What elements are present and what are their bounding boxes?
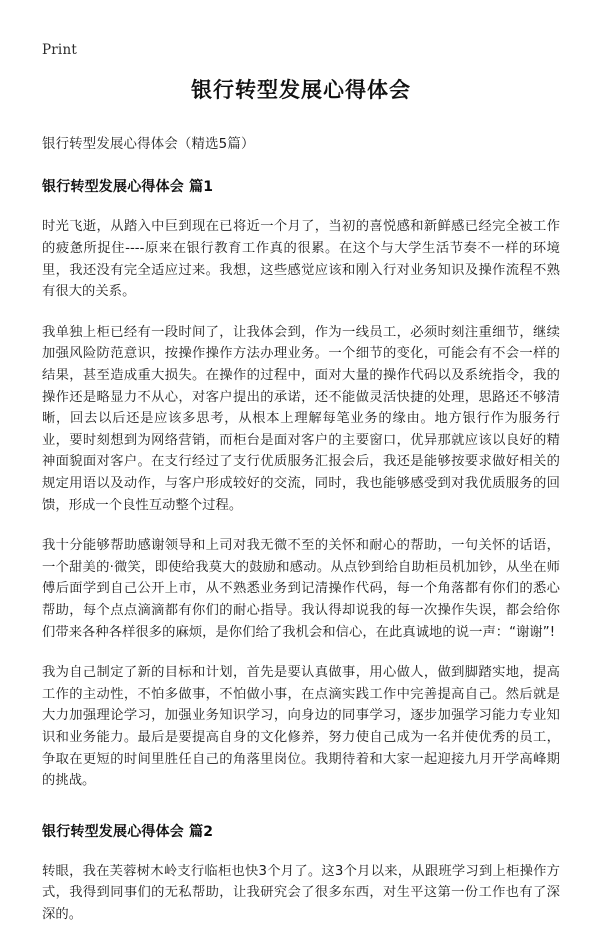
paragraph: 时光飞逝，从踏入中巨到现在已将近一个月了，当初的喜悦感和新鲜感已经完全被工作的疲惫所捉住----原来在银行教育工作真的很累。在这个与大学生活节奏不一样的环境里，我还没有完全适应过来。我想，这些感觉应该和刚入行对业务知识及操作流程不熟有很大的关系。 (42, 219, 560, 300)
page-title: 银行转型发展心得体会 (191, 78, 411, 102)
document-subtitle: 银行转型发展心得体会（精选5篇） (42, 137, 255, 153)
document-content (42, 76, 560, 925)
paragraph: 转眼，我在芙蓉树木岭支行临柜也快3个月了。这3个月以来，从跟班学习到上柜操作方式，我得到同事们的无私帮助，让我研究会了很多东西，对生平这第一份工作也有了深深的。 (42, 863, 560, 922)
section-heading-1: 银行转型发展心得体会 篇1 (42, 179, 214, 196)
paragraph: 我为自己制定了新的目标和计划，首先是要认真做事，用心做人，做到脚踏实地，提高工作的主动性，不怕多做事，不怕做小事，在点滴实践工作中完善提高自己。然后就是大力加强理论学习，加强业务知识学习，向身边的同事学习，逐步加强学习能力专业知识和业务能力。最后是要提高自身的文化修养，努力使自己成为一名并使优秀的员工，争取在更短的时间里胜任自己的角落里岗位。我期待着和大家一起迎接九月开学高峰期的挑战。 (42, 665, 560, 789)
print-button[interactable]: Print (42, 42, 77, 58)
paragraph: 我十分能够帮助感谢领导和上司对我无微不至的关怀和耐心的帮助，一句关怀的话语，一个甜美的·微笑，即使给我莫大的鼓励和感动。从点钞到给自助柜员机加钞，从坐在师傅后面学到自己公开上市，从不熟悉业务到记清操作代码，每一个角落都有你们的悉心帮助，每个点点滴滴都有你们的耐心指导。我认得却说我的每一次操作失误，都会给你们带来各种各样很多的麻烦，是你们给了我机会和信心，在此真诚地的说一声：“谢谢”! (42, 538, 560, 640)
paragraph: 我单独上柜已经有一段时间了，让我体会到，作为一线员工，必须时刻注重细节，继续加强风险防范意识，按操作操作方法办理业务。一个细节的变化，可能会有不会一样的结果，甚至造成重大损失。在操作的过程中，面对大量的操作代码以及系统指令，我的操作还是略显力不从心，对客户提出的承诺，还不能做灵活快捷的处理，思路还不够清晰，回去以后还是应该多思考，从根本上理解每笔业务的缘由。地方银行作为服务行业，要时刻想到为网络营销，而柜台是面对客户的主要窗口，优异那就应该以良好的精神面貌面对客户。在支行经过了支行优质服务汇报会后，我还是能够按要求做好相关的规定用语以及动作，与客户形成较好的交流，同时，我也能够感受到对我优质服务的回馈，形成一个良性互动整个过程。 (42, 324, 560, 513)
section-heading-2: 银行转型发展心得体会 篇2 (42, 823, 214, 840)
